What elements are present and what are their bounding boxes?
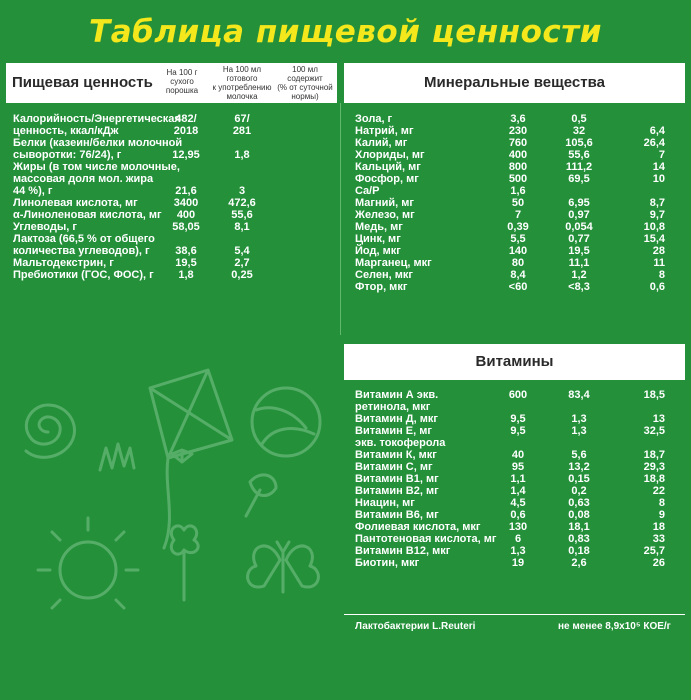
flower-icon	[171, 526, 198, 600]
vitamins-table	[355, 389, 685, 569]
row-value-1: 38,6	[175, 245, 197, 257]
row-value-1: 58,05	[172, 221, 200, 233]
row-value-3: 8	[658, 497, 665, 509]
nutrition-row	[13, 245, 333, 257]
vitamin-row	[355, 521, 685, 533]
nutrition-row	[13, 149, 333, 161]
col2-line: молочка	[226, 92, 258, 101]
row-value-1: 9,5	[510, 425, 526, 437]
butterfly-icon	[248, 542, 319, 592]
mineral-row	[355, 125, 685, 137]
vitamin-row	[355, 485, 685, 497]
row-value-1: 1,4	[510, 485, 526, 497]
row-label: Витамин В1, мг	[355, 473, 439, 485]
mineral-row	[355, 137, 685, 149]
bow-icon	[172, 450, 192, 462]
minerals-header: Минеральные вещества	[424, 74, 605, 91]
row-value-2: 83,4	[568, 389, 590, 401]
row-value-1: 40	[511, 449, 525, 461]
nutrition-row	[13, 173, 333, 185]
mineral-row	[355, 233, 685, 245]
row-value-3: 7	[658, 149, 665, 161]
nutrition-header: Пищевая ценность	[12, 74, 153, 91]
footer-value: не менее 8,9х10⁵ КОЕ/г	[558, 621, 671, 632]
row-label: Витамин С, мг	[355, 461, 433, 473]
nutrition-row	[13, 113, 333, 125]
doodles-illustration	[0, 340, 340, 640]
row-value-2: 11,1	[568, 257, 590, 269]
mineral-row	[355, 149, 685, 161]
row-label: Селен, мкг	[355, 269, 414, 281]
col2-header	[210, 65, 274, 101]
row-value-1: 7	[514, 209, 522, 221]
row-label: Биотин, мкг	[355, 557, 420, 569]
row-value-1: 1,8	[178, 269, 194, 281]
col2-line: готового	[226, 74, 258, 83]
row-value-3: 8	[658, 269, 665, 281]
grass-icon	[100, 444, 134, 470]
row-value-2: 0,054	[565, 221, 593, 233]
row-value-2: 69,5	[568, 173, 590, 185]
nutrition-header-bar	[6, 63, 337, 103]
col3-line: содержит	[287, 74, 323, 83]
row-value-1: 230	[508, 125, 528, 137]
nutrition-table	[13, 113, 333, 281]
row-value-1: 80	[511, 257, 525, 269]
row-label: Фтор, мкг	[355, 281, 408, 293]
row-value-1: 95	[511, 461, 525, 473]
row-value-1: <60	[508, 281, 528, 293]
row-label: Железо, мг	[355, 209, 415, 221]
row-value-1: 400	[508, 149, 528, 161]
row-value-3: 18	[652, 521, 665, 533]
row-label: Витамин Е, мг	[355, 425, 432, 437]
row-value-2: 55,6	[568, 149, 590, 161]
vitamin-row	[355, 401, 685, 413]
row-value-2: 0,83	[568, 533, 590, 545]
row-value-2: 472,6	[228, 197, 256, 209]
row-label: Белки (казеин/белки молочной	[13, 137, 183, 149]
row-value-3: 0,6	[649, 281, 665, 293]
ball-icon	[252, 388, 320, 456]
mineral-row	[355, 221, 685, 233]
row-value-1: 5,5	[510, 233, 526, 245]
vitamin-row	[355, 533, 685, 545]
row-label: Фолиевая кислота, мкг	[355, 521, 481, 533]
row-value-1: 4,5	[510, 497, 526, 509]
col1-line: сухого	[170, 77, 194, 86]
row-value-2: 2,6	[571, 557, 587, 569]
row-label: Углеводы, г	[13, 221, 77, 233]
row-label: Йод, мкг	[355, 245, 401, 257]
row-value-3: 18,5	[643, 389, 665, 401]
row-label: Витамин К, мкг	[355, 449, 437, 461]
col3-line: (% от суточной	[277, 83, 333, 92]
row-value-2: 67/	[234, 113, 250, 125]
row-value-3: 15,4	[643, 233, 665, 245]
row-label: Магний, мг	[355, 197, 414, 209]
row-value-2: 32	[572, 125, 586, 137]
footer-name: Лактобактерии L.Reuteri	[355, 621, 476, 632]
row-value-2: 281	[232, 125, 252, 137]
row-value-3: 33	[652, 533, 665, 545]
row-label: Витамин В2, мг	[355, 485, 439, 497]
col2-line: к употреблению	[212, 83, 272, 92]
row-label: Витамин Д, мкг	[355, 413, 438, 425]
row-value-2: 1,2	[571, 269, 587, 281]
row-value-2: <8,3	[568, 281, 590, 293]
row-label: Лактоза (66,5 % от общего	[13, 233, 155, 245]
col1-line: На 100 г	[166, 68, 198, 77]
vitamins-header-bar	[344, 344, 685, 380]
row-value-2: 111,2	[565, 161, 593, 173]
row-value-3: 32,5	[643, 425, 665, 437]
row-value-3: 18,8	[643, 473, 665, 485]
vitamin-row	[355, 449, 685, 461]
col2-line: На 100 мл	[222, 65, 262, 74]
row-value-1: 600	[508, 389, 528, 401]
row-label: Мальтодекстрин, г	[13, 257, 114, 269]
row-label: Фосфор, мг	[355, 173, 419, 185]
leaf-icon	[246, 475, 276, 516]
row-label: Цинк, мг	[355, 233, 401, 245]
vitamin-row	[355, 389, 685, 401]
vitamin-row	[355, 425, 685, 437]
row-value-2: 3	[238, 185, 246, 197]
row-label: Линолевая кислота, мг	[13, 197, 138, 209]
minerals-header-bar	[344, 63, 685, 103]
vitamin-row	[355, 557, 685, 569]
vitamins-header: Витамины	[475, 353, 554, 370]
row-value-1: 1,3	[510, 545, 526, 557]
row-value-1: 19,5	[175, 257, 197, 269]
row-value-1: 140	[508, 245, 528, 257]
row-value-3: 14	[652, 161, 665, 173]
row-value-1: 0,39	[507, 221, 529, 233]
row-value-2: 19,5	[568, 245, 590, 257]
row-value-2: 18,1	[568, 521, 590, 533]
row-value-2: 105,6	[565, 137, 593, 149]
row-value-1: 130	[508, 521, 528, 533]
row-label: Витамин В12, мкг	[355, 545, 451, 557]
minerals-table	[355, 113, 685, 293]
row-value-2: 6,95	[568, 197, 590, 209]
row-value-1: 3,6	[510, 113, 526, 125]
vitamin-row	[355, 437, 685, 449]
nutrition-row	[13, 161, 333, 173]
row-value-3: 28	[652, 245, 665, 257]
row-value-3: 22	[652, 485, 665, 497]
kite-icon	[150, 370, 232, 548]
row-value-2: 5,6	[571, 449, 587, 461]
row-value-1: 50	[511, 197, 525, 209]
row-label: массовая доля мол. жира	[13, 173, 154, 185]
row-value-2: 0,15	[568, 473, 590, 485]
row-value-2: 0,2	[571, 485, 587, 497]
nutrition-row	[13, 221, 333, 233]
row-label: Ca/P	[355, 185, 380, 197]
row-value-3: 18,7	[643, 449, 665, 461]
nutrition-row	[13, 209, 333, 221]
row-value-2: 8,1	[234, 221, 250, 233]
row-value-2: 0,77	[568, 233, 590, 245]
row-value-2: 55,6	[231, 209, 253, 221]
row-value-1: 0,6	[510, 509, 526, 521]
row-value-1: 2018	[173, 125, 199, 137]
row-label: экв. токоферола	[355, 437, 446, 449]
row-value-1: 21,6	[175, 185, 197, 197]
row-value-2: 0,25	[231, 269, 253, 281]
row-value-3: 6,4	[649, 125, 665, 137]
row-label: Жиры (в том числе молочные,	[13, 161, 180, 173]
row-value-1: 8,4	[510, 269, 526, 281]
row-value-3: 11	[653, 257, 665, 269]
row-value-1: 19	[511, 557, 525, 569]
col3-header	[274, 65, 336, 101]
row-value-2: 0,08	[568, 509, 590, 521]
mineral-row	[355, 161, 685, 173]
spiral-icon	[26, 405, 75, 457]
row-value-2: 2,7	[234, 257, 250, 269]
row-label: 44 %), г	[13, 185, 53, 197]
nutrition-row	[13, 257, 333, 269]
nutrition-row	[13, 233, 333, 245]
row-label: Зола, г	[355, 113, 393, 125]
row-value-2: 1,8	[234, 149, 250, 161]
row-value-3: 10,8	[643, 221, 665, 233]
vitamin-row	[355, 413, 685, 425]
vitamin-row	[355, 545, 685, 557]
mineral-row	[355, 185, 685, 197]
row-value-2: 1,3	[571, 413, 587, 425]
row-value-1: 1,1	[510, 473, 526, 485]
row-label: Ниацин, мг	[355, 497, 415, 509]
row-label: Витамин В6, мг	[355, 509, 439, 521]
row-value-1: 500	[508, 173, 528, 185]
row-value-2: 5,4	[234, 245, 250, 257]
row-value-3: 8,7	[649, 197, 665, 209]
col1-line: порошка	[165, 86, 199, 95]
nutrition-row	[13, 197, 333, 209]
row-value-1: 1,6	[510, 185, 526, 197]
row-label: Калорийность/Энергетическая	[13, 113, 181, 125]
row-value-1: 760	[508, 137, 528, 149]
row-label: ценность, ккал/кДж	[13, 125, 119, 137]
sun-icon	[60, 542, 116, 598]
row-value-3: 10	[652, 173, 665, 185]
vitamin-row	[355, 509, 685, 521]
mineral-row	[355, 173, 685, 185]
row-value-2: 0,97	[568, 209, 590, 221]
row-label: Натрий, мг	[355, 125, 414, 137]
mineral-row	[355, 209, 685, 221]
row-value-1: 9,5	[510, 413, 526, 425]
vitamin-row	[355, 461, 685, 473]
row-value-3: 26,4	[643, 137, 665, 149]
row-value-1: 482/	[175, 113, 197, 125]
row-value-3: 9,7	[649, 209, 665, 221]
row-value-2: 0,5	[571, 113, 587, 125]
nutrition-row	[13, 125, 333, 137]
mineral-row	[355, 113, 685, 125]
row-label: α-Линоленовая кислота, мг	[13, 209, 162, 221]
row-value-3: 25,7	[643, 545, 665, 557]
row-value-1: 400	[176, 209, 196, 221]
row-value-3: 9	[658, 509, 665, 521]
page-title: Таблица пищевой ценности	[89, 14, 602, 50]
nutrition-row	[13, 137, 333, 149]
row-value-1: 800	[508, 161, 528, 173]
row-label: сыворотки: 76/24), г	[13, 149, 122, 161]
row-value-1: 6	[514, 533, 522, 545]
col1-header	[154, 68, 210, 95]
col3-line: нормы)	[291, 92, 319, 101]
mineral-row	[355, 245, 685, 257]
row-value-3: 29,3	[643, 461, 665, 473]
row-label: Марганец, мкг	[355, 257, 432, 269]
row-label: Кальций, мг	[355, 161, 421, 173]
divider	[340, 103, 341, 335]
row-value-2: 0,63	[568, 497, 590, 509]
nutrition-row	[13, 269, 333, 281]
row-label: Пантотеновая кислота, мг	[355, 533, 497, 545]
mineral-row	[355, 269, 685, 281]
footer-divider	[344, 614, 685, 615]
col3-line: 100 мл	[292, 65, 318, 74]
row-label: Калий, мг	[355, 137, 408, 149]
vitamin-row	[355, 497, 685, 509]
row-label: Витамин А экв.	[355, 389, 439, 401]
mineral-row	[355, 281, 685, 293]
row-value-2: 0,18	[568, 545, 590, 557]
nutrition-row	[13, 185, 333, 197]
row-label: Хлориды, мг	[355, 149, 425, 161]
mineral-row	[355, 197, 685, 209]
row-label: Медь, мг	[355, 221, 403, 233]
row-label: Пребиотики (ГОС, ФОС), г	[13, 269, 154, 281]
row-value-2: 1,3	[571, 425, 587, 437]
vitamin-row	[355, 473, 685, 485]
row-value-2: 13,2	[568, 461, 590, 473]
row-value-1: 12,95	[172, 149, 200, 161]
mineral-row	[355, 257, 685, 269]
row-label: ретинола, мкг	[355, 401, 431, 413]
row-value-1: 3400	[173, 197, 199, 209]
row-value-3: 26	[652, 557, 665, 569]
row-label: количества углеводов), г	[13, 245, 150, 257]
row-value-3: 13	[652, 413, 665, 425]
